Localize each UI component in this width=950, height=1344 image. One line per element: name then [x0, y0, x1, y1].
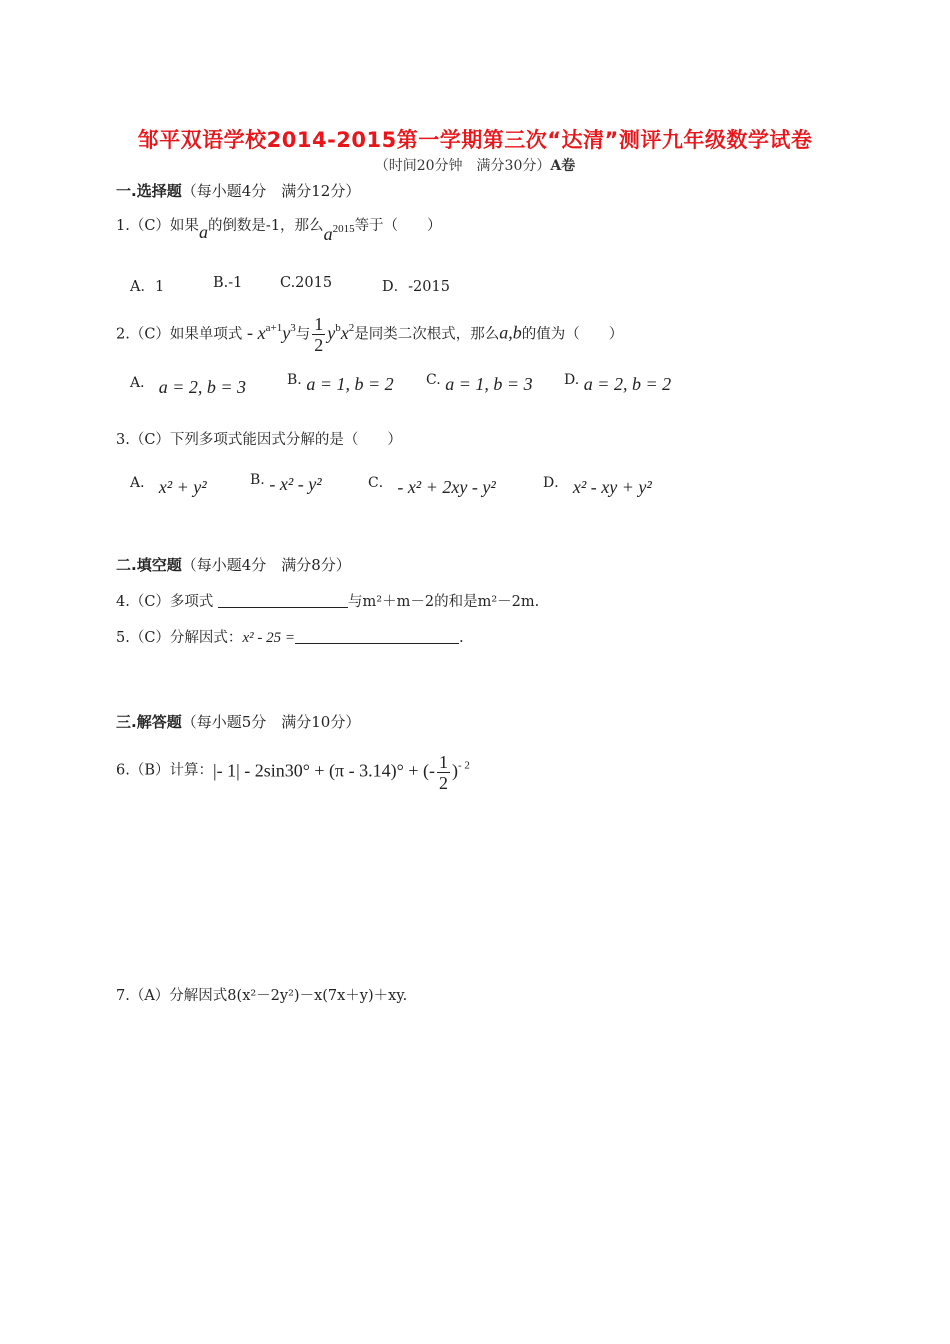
q3-opt-c-label: C． — [368, 475, 393, 491]
q2-opt-a-label: A． — [130, 375, 155, 391]
q3-opt-a-label: A． — [130, 475, 155, 491]
q1-prefix: 1.（C）如果 — [116, 218, 199, 234]
question-5 — [116, 626, 464, 647]
q1-pow-base: a — [323, 224, 333, 244]
q2-term2-x: x — [340, 322, 349, 343]
q3-opt-d-expr: x² - xy + y² — [572, 477, 652, 497]
q2-opt-b-expr: a = 1, b = 2 — [306, 374, 394, 394]
q6-expr-part1: |- 1| - 2sin30° + (π - 3.14)° + (- — [213, 760, 435, 781]
section-3-heading — [116, 711, 360, 732]
q2-option-a — [130, 372, 246, 398]
q2-option-c — [426, 372, 533, 395]
q2-term1-y: y — [282, 322, 291, 343]
q3-opt-b-label: B. — [250, 472, 265, 488]
section-3-note: （每小题5分 满分10分） — [181, 713, 361, 731]
q4-prefix: 4.（C）多项式 — [116, 594, 214, 610]
q2-opt-a-expr: a = 2, b = 3 — [158, 377, 247, 397]
q6-frac-den: 2 — [438, 773, 448, 793]
paper-label: A卷 — [550, 158, 576, 174]
page-title: 邹平双语学校2014-2015第一学期第三次“达清”测评九年级数学试卷 — [137, 128, 813, 152]
page-subtitle — [0, 155, 950, 175]
q2-term1-yexp: 3 — [290, 321, 296, 334]
q2-term2-yexp: b — [335, 321, 341, 334]
q3-option-a — [130, 472, 207, 498]
q4-answer-blank[interactable] — [218, 591, 348, 608]
q5-expr: x² - 25 = — [242, 630, 295, 646]
q2-frac-num: 1 — [314, 314, 324, 334]
question-2 — [116, 314, 623, 355]
q2-vars: a,b — [499, 322, 522, 343]
q1-option-d: D．-2015 — [382, 279, 450, 295]
q2-term2-xexp: 2 — [348, 321, 355, 334]
q3-option-c — [368, 472, 496, 498]
question-6 — [116, 752, 470, 793]
q2-suffix2: 的值为（ ） — [521, 326, 624, 343]
q2-term2-y: y — [327, 322, 336, 343]
q2-conj: 与 — [295, 326, 311, 343]
q1-option-a: A．1 — [130, 279, 165, 295]
question-7: 7.（A）分解因式8(x²－2y²)－x(7x＋y)＋xy. — [116, 988, 408, 1004]
q3-option-b — [250, 472, 322, 495]
q6-expr-part2: ) — [451, 760, 458, 781]
q3-option-d — [543, 472, 652, 498]
q2-opt-c-label: C. — [426, 372, 441, 388]
q1-pow-exp: 2015 — [332, 223, 355, 235]
q2-opt-b-label: B. — [287, 372, 302, 388]
exam-info: （时间20分钟 满分30分） — [374, 158, 551, 174]
q1-mid: 的倒数是-1，那么 — [207, 218, 324, 234]
q2-prefix: 2.（C）如果单项式 — [116, 326, 243, 343]
q2-term1-exp: a+1 — [265, 321, 283, 334]
q2-suffix1: 是同类二次根式，那么 — [354, 326, 500, 343]
section-2-title: 二.填空题 — [116, 556, 182, 574]
q3-opt-c-expr: - x² + 2xy - y² — [397, 477, 496, 497]
q2-opt-d-expr: a = 2, b = 2 — [583, 374, 672, 394]
section-2-note: （每小题4分 满分8分） — [181, 556, 351, 574]
q6-frac-num: 1 — [438, 752, 448, 772]
q1-option-b: B.-1 — [213, 275, 243, 291]
q2-option-b — [287, 372, 394, 395]
q2-term1-base: x — [257, 322, 266, 343]
q2-term1-sign: - — [247, 322, 254, 343]
q3-opt-a-expr: x² + y² — [158, 477, 207, 497]
section-1-title: 一.选择题 — [116, 182, 182, 200]
q3-opt-b-expr: - x² - y² — [269, 474, 322, 494]
q1-option-c: C.2015 — [280, 275, 333, 291]
q6-exponent: - 2 — [457, 759, 470, 772]
q6-fraction — [437, 752, 450, 793]
q3-opt-d-label: D． — [543, 475, 569, 491]
q4-suffix: 与m²＋m－2的和是m²－2m. — [348, 594, 540, 610]
q1-var-a: a — [198, 222, 208, 242]
q1-power — [324, 224, 355, 244]
question-1 — [116, 214, 442, 245]
q2-term1 — [258, 323, 296, 343]
section-3-title: 三.解答题 — [116, 713, 182, 731]
q2-fraction — [312, 314, 325, 355]
question-3: 3.（C）下列多项式能因式分解的是（ ） — [116, 432, 402, 448]
q5-end: . — [458, 630, 464, 646]
q2-opt-d-label: D. — [564, 372, 580, 388]
q2-term2 — [327, 323, 354, 343]
section-2-heading — [116, 554, 351, 575]
section-1-note: （每小题4分 满分12分） — [181, 182, 361, 200]
q1-suffix: 等于（ ） — [354, 218, 442, 234]
question-4 — [116, 590, 539, 611]
q6-prefix: 6.（B）计算： — [116, 762, 213, 779]
q5-answer-blank[interactable] — [295, 627, 459, 644]
q2-frac-den: 2 — [314, 335, 324, 355]
section-1-heading — [116, 180, 360, 201]
q5-prefix: 5.（C）分解因式： — [116, 630, 243, 646]
q2-opt-c-expr: a = 1, b = 3 — [445, 374, 533, 394]
q2-option-d — [564, 372, 671, 395]
